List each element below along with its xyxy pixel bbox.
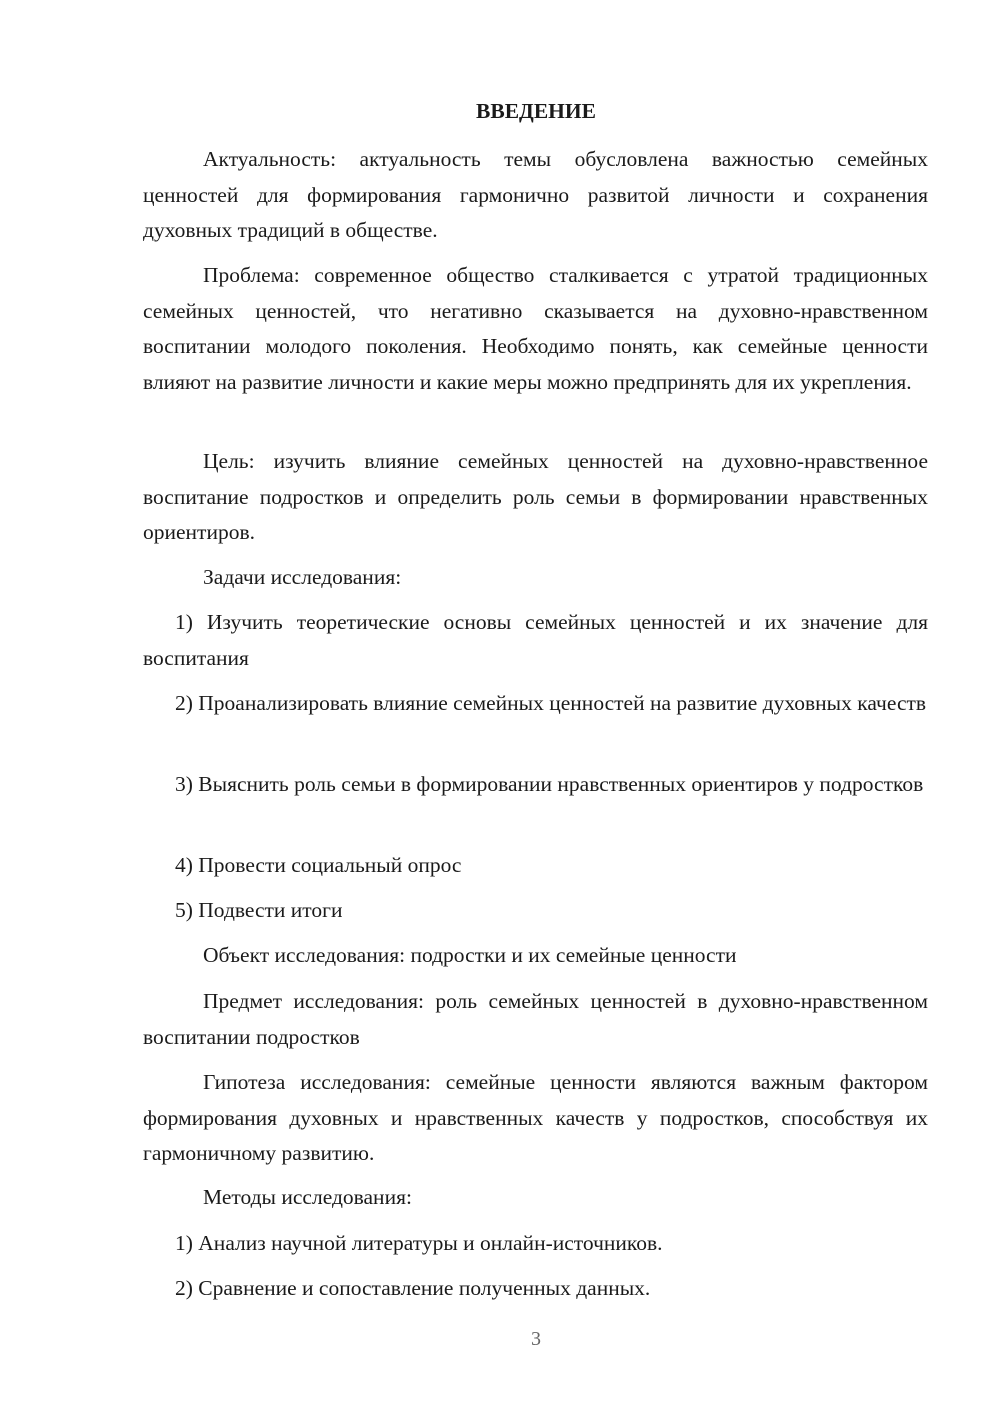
object-paragraph: Объект исследования: подростки и их семейные ценности (203, 943, 737, 967)
task-item-4: 4) Провести социальный опрос (175, 853, 462, 877)
subject-paragraph: Предмет исследования: роль семейных ценностей в духовно-нравственном воспитании подростков (143, 989, 928, 1049)
method-item-2: 2) Сравнение и сопоставление полученных данных. (175, 1276, 651, 1300)
problem-paragraph: Проблема: современное общество сталкивается с утратой традиционных семейных ценностей, что негативно сказывается на духовно-нравственном воспитании молодого поколения. Необходимо понять, как семейные ценности влияют на развитие личности и какие меры можно предпринять для их укрепления. (143, 263, 928, 394)
task-item-2: 2) Проанализировать влияние семейных ценностей на развитие духовных качеств (175, 691, 927, 715)
hypothesis-paragraph: Гипотеза исследования: семейные ценности являются важным фактором формирования духовных и нравственных качеств у подростков, способствуя их гармоничному развитию. (143, 1070, 928, 1165)
method-item-1: 1) Анализ научной литературы и онлайн-источников. (175, 1231, 663, 1255)
task-item-5: 5) Подвести итоги (175, 898, 343, 922)
section-heading: ВВЕДЕНИЕ (476, 99, 596, 123)
goal-paragraph: Цель: изучить влияние семейных ценностей на духовно-нравственное воспитание подростков и определить роль семьи в формировании нравственных ориентиров. (143, 449, 928, 544)
tasks-title: Задачи исследования: (203, 565, 402, 589)
methods-title: Методы исследования: (203, 1185, 412, 1209)
task-item-1: 1) Изучить теоретические основы семейных ценностей и их значение для воспитания (143, 610, 928, 670)
relevance-paragraph: Актуальность: актуальность темы обусловлена важностью семейных ценностей для формирования гармонично развитой личности и сохранения духовных традиций в обществе. (143, 147, 928, 242)
task-item-3: 3) Выяснить роль семьи в формировании нравственных ориентиров у подростков (175, 772, 924, 796)
page-number: 3 (531, 1328, 541, 1350)
